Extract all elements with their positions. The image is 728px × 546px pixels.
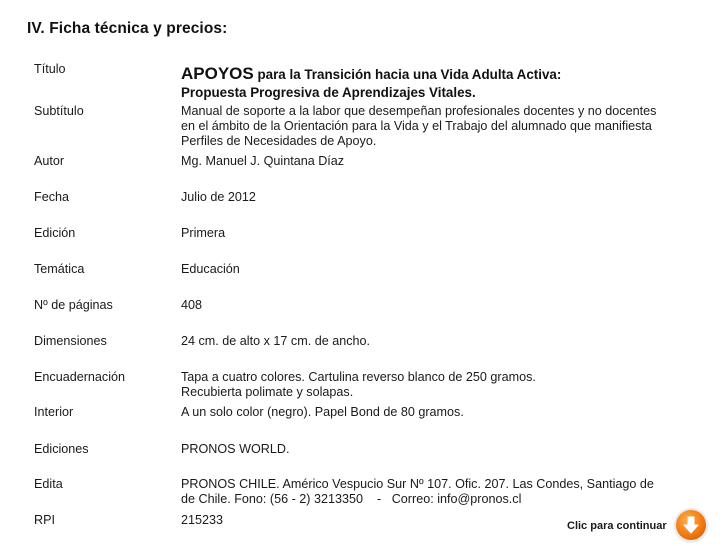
value-rpi: 215233	[181, 513, 224, 527]
label-paginas: Nº de páginas	[34, 298, 113, 312]
label-dimensiones: Dimensiones	[34, 334, 107, 348]
value-autor: Mg. Manuel J. Quintana Díaz	[181, 154, 345, 168]
encuadernacion-line-2: Recubierta polimate y solapas.	[181, 385, 354, 399]
value-edicion: Primera	[181, 226, 226, 240]
title-rest: para la Transición hacia una Vida Adulta Activa:	[253, 67, 562, 82]
value-interior: A un solo color (negro). Papel Bond de 80 gramos.	[181, 405, 464, 419]
value-ediciones: PRONOS WORLD.	[181, 442, 290, 456]
label-ediciones: Ediciones	[34, 442, 89, 456]
value-fecha: Julio de 2012	[181, 190, 256, 204]
subtitulo-line-1: Manual de soporte a la labor que desempeñan profesionales docentes y no docentes	[181, 104, 657, 118]
subtitulo-line-3: Perfiles de Necesidades de Apoyo.	[181, 134, 377, 148]
down-arrow-icon	[676, 510, 706, 540]
label-fecha: Fecha	[34, 190, 70, 204]
value-subtitulo	[181, 104, 691, 149]
value-encuadernacion	[181, 370, 691, 400]
label-interior: Interior	[34, 405, 74, 419]
label-subtitulo: Subtítulo	[34, 104, 84, 118]
value-edita	[181, 477, 691, 507]
title-strong: APOYOS	[181, 64, 254, 83]
page-title: IV. Ficha técnica y precios:	[27, 20, 228, 37]
label-titulo: Título	[34, 62, 66, 76]
value-titulo	[181, 65, 691, 102]
value-dimensiones: 24 cm. de alto x 17 cm. de ancho.	[181, 334, 371, 348]
subtitulo-line-2: en el ámbito de la Orientación para la Vida y el Trabajo del alumnado que manifiesta	[181, 119, 652, 133]
continue-button[interactable]	[676, 510, 706, 540]
label-tematica: Temática	[34, 262, 85, 276]
value-paginas: 408	[181, 298, 203, 312]
label-edicion: Edición	[34, 226, 76, 240]
encuadernacion-line-1: Tapa a cuatro colores. Cartulina reverso blanco de 250 gramos.	[181, 370, 536, 384]
edita-line-1: PRONOS CHILE. Américo Vespucio Sur Nº 107. Ofic. 207. Las Condes, Santiago de	[181, 477, 654, 491]
continue-link[interactable]: Clic para continuar	[567, 520, 667, 532]
label-edita: Edita	[34, 477, 63, 491]
edita-line-2: de Chile. Fono: (56 - 2) 3213350 - Correo: info@pronos.cl	[181, 492, 522, 506]
label-autor: Autor	[34, 154, 65, 168]
value-tematica: Educación	[181, 262, 240, 276]
title-line2: Propuesta Progresiva de Aprendizajes Vitales.	[181, 85, 476, 100]
label-encuadernacion: Encuadernación	[34, 370, 126, 384]
label-rpi: RPI	[34, 513, 55, 527]
